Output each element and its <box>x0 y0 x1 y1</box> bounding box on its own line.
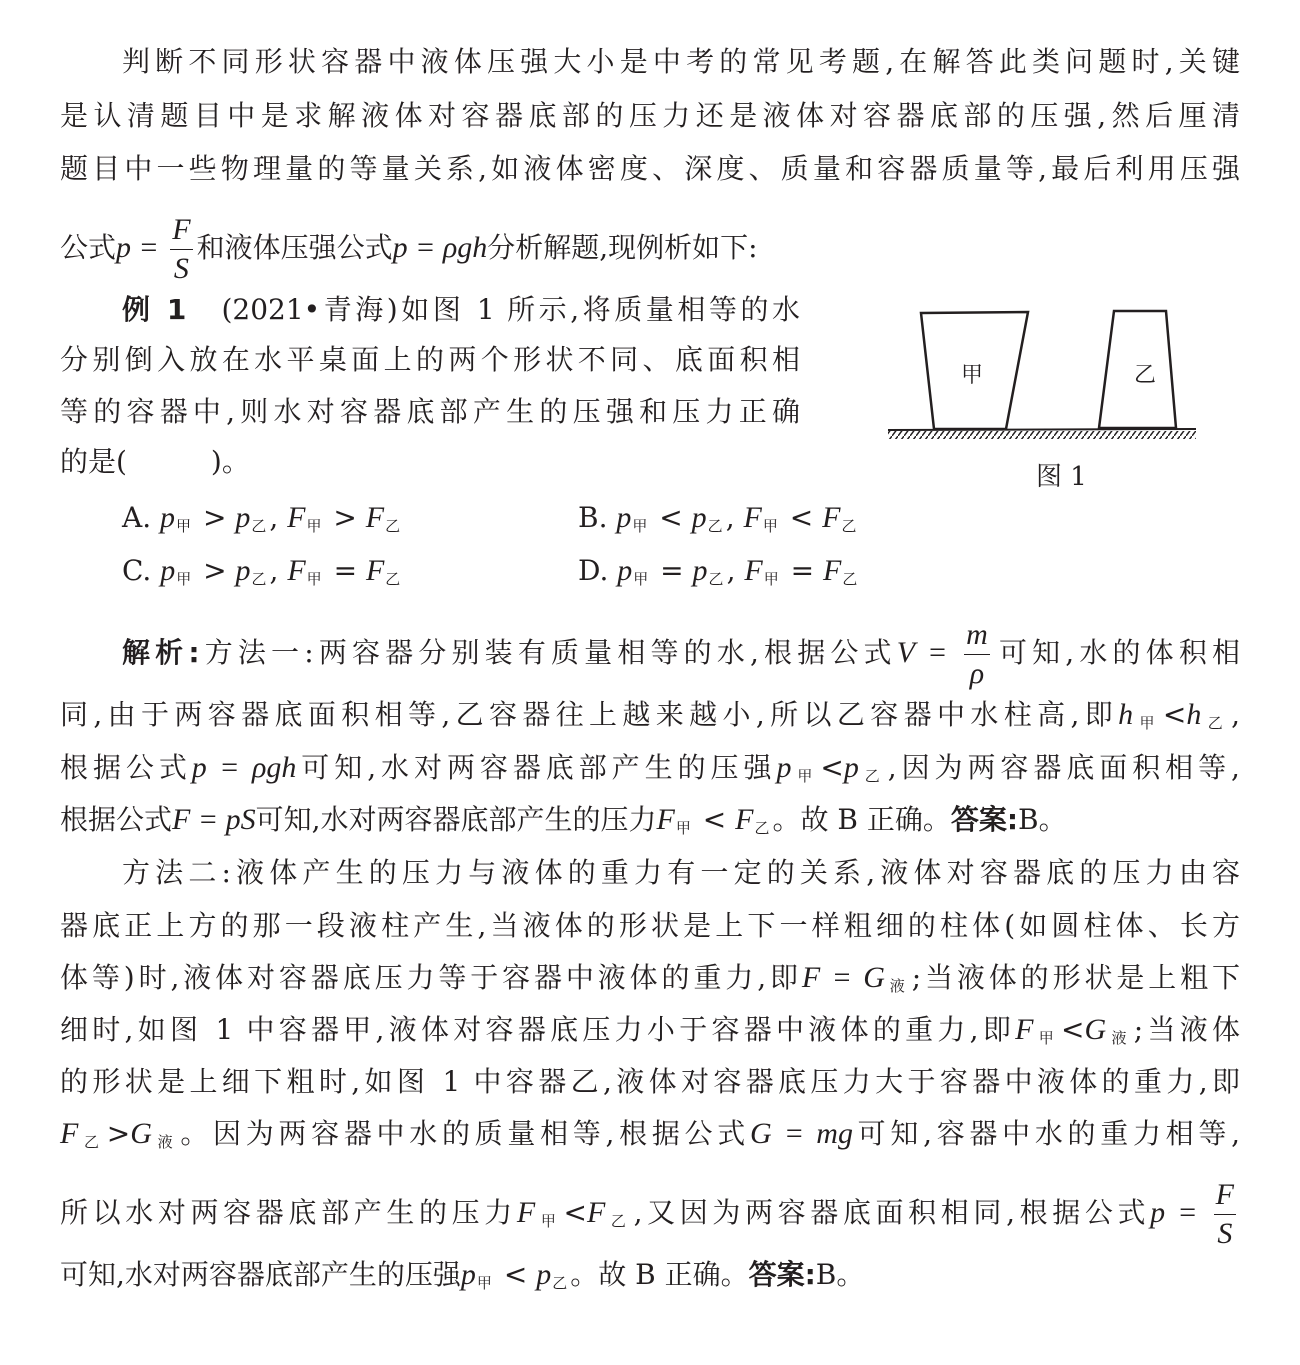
text-run: 分别倒入放在水平桌面上的两个形状不同、底面积相 <box>60 343 800 376</box>
text-line <box>60 1180 1240 1249</box>
text-run: 可知,水的体积相 <box>993 636 1241 669</box>
subscript: 甲 <box>792 767 818 785</box>
math-variable: F <box>365 554 385 587</box>
text-run: ;当液体的形状是上粗下 <box>911 961 1241 994</box>
math-variable: V = <box>896 636 961 669</box>
label-jia: 甲 <box>960 363 984 388</box>
text-run: 。故 B 正确。 <box>570 1258 749 1291</box>
text-run: 同,由于两容器底面积相等,乙容器往上越来越小,所以乙容器中水柱高,即 <box>60 698 1119 731</box>
option-d <box>578 551 860 599</box>
text-line <box>60 1010 1240 1058</box>
text-line <box>122 620 1240 689</box>
math-variable: h <box>1186 698 1202 731</box>
text-run: (2021•青海)如图 1 所示,将质量相等的水 <box>186 293 801 326</box>
text-run: 可知,水对两容器底部产生的压强 <box>60 1258 461 1291</box>
text-run: 。故 B 正确。 <box>772 803 951 836</box>
fraction-denominator: S <box>1217 1217 1233 1250</box>
subscript: 甲 <box>632 517 648 535</box>
subscript: 甲 <box>176 570 192 588</box>
text-line <box>60 1114 1240 1162</box>
bold-label: 解析: <box>122 636 200 669</box>
text-run: < <box>1162 698 1187 731</box>
fraction-denominator: ρ <box>969 657 985 690</box>
text-run: < <box>820 751 844 784</box>
fraction-numerator: m <box>964 620 990 655</box>
text-run: 器底正上方的那一段液柱产生,当液体的形状是上下一样粗细的柱体(如圆柱体、长方 <box>60 909 1240 942</box>
text-run: ,又因为两容器底面积相同,根据公式 <box>633 1196 1151 1229</box>
bold-label: 例 1 <box>122 293 187 326</box>
subscript: 甲 <box>675 819 691 837</box>
math-variable: p <box>776 751 792 784</box>
text-run: A. <box>122 501 161 534</box>
fraction <box>1214 1180 1236 1249</box>
math-variable: p = ρgh <box>191 751 297 784</box>
text-run: 细时,如图 1 中容器甲,液体对容器底压力小于容器中液体的重力,即 <box>60 1013 1016 1046</box>
text-line <box>122 290 800 330</box>
subscript: 乙 <box>859 767 885 785</box>
subscript: 乙 <box>707 517 723 535</box>
text-run: = <box>781 554 823 587</box>
fraction-denominator: S <box>173 252 189 285</box>
text-line <box>60 96 1240 136</box>
math-variable: F <box>822 501 841 534</box>
text-run: 分析解题,现例析如下: <box>487 231 758 264</box>
option-c <box>122 551 403 599</box>
subscript: 乙 <box>552 1274 568 1292</box>
text-run: 。因为两容器中水的质量相等,根据公式 <box>180 1117 750 1150</box>
fraction-numerator: F <box>1214 1180 1236 1215</box>
text-run: 判断不同形状容器中液体压强大小是中考的常见考题,在解答此类问题时,关键 <box>122 45 1240 78</box>
text-run: 的是( )。 <box>60 445 250 478</box>
text-run: C. <box>122 554 161 587</box>
text-run: ;当液体 <box>1133 1013 1240 1046</box>
text-line <box>60 149 1240 189</box>
text-run: 的形状是上细下粗时,如图 1 中容器乙,液体对容器底压力大于容器中液体的重力,即 <box>60 1065 1240 1098</box>
text-run: 所以水对两容器底部产生的压力 <box>60 1196 517 1229</box>
math-variable: F <box>744 554 763 587</box>
math-variable: p <box>160 554 176 587</box>
text-line <box>60 906 1240 946</box>
subscript: 乙 <box>708 570 724 588</box>
math-variable: p <box>160 501 176 534</box>
math-variable: p <box>691 501 707 534</box>
text-run: 题目中一些物理量的等量关系,如液体密度、深度、质量和容器质量等,最后利用压强 <box>60 152 1240 185</box>
table-hatching <box>888 431 1196 439</box>
math-variable: F <box>1015 1013 1034 1046</box>
text-run: 可知,水对两容器底部产生的压强 <box>296 751 777 784</box>
text-line <box>60 695 1240 743</box>
math-variable: F = pS <box>172 803 256 836</box>
math-variable: p <box>617 554 633 587</box>
figure-caption: 图 1 <box>1036 462 1087 492</box>
math-variable: p <box>235 554 251 587</box>
text-run: = <box>651 554 693 587</box>
text-run: > <box>194 501 236 534</box>
fraction-numerator: F <box>170 215 192 250</box>
subscript: 乙 <box>754 819 770 837</box>
option-b <box>578 498 859 546</box>
bold-label: 答案: <box>950 803 1019 836</box>
math-variable: p <box>536 1258 552 1291</box>
subscript: 甲 <box>762 517 778 535</box>
text-run: < <box>494 1258 537 1291</box>
text-run: < <box>693 803 736 836</box>
subscript: 液 <box>1107 1029 1131 1047</box>
subscript: 乙 <box>251 517 267 535</box>
label-yi: 乙 <box>1133 363 1157 388</box>
math-variable: F <box>516 1196 536 1229</box>
math-variable: p <box>235 501 251 534</box>
text-run: < <box>563 1196 587 1229</box>
math-variable: G <box>1084 1013 1107 1046</box>
subscript: 乙 <box>1202 714 1229 732</box>
text-run: < <box>780 501 823 534</box>
bold-label: 答案: <box>748 1258 816 1291</box>
math-variable: p <box>460 1258 476 1291</box>
text-line <box>60 1062 1240 1102</box>
text-run: B. <box>578 501 617 534</box>
text-run: D. <box>578 554 618 587</box>
text-run: 体等)时,液体对容器底压力等于容器中液体的重力,即 <box>60 961 802 994</box>
text-run: B。 <box>1018 803 1067 836</box>
subscript: 甲 <box>633 570 649 588</box>
text-run: ,因为两容器底面积相等, <box>887 751 1240 784</box>
math-variable: p = <box>1150 1196 1210 1229</box>
figure-1-containers <box>880 300 1200 450</box>
subscript: 乙 <box>842 570 858 588</box>
text-run: > <box>324 501 366 534</box>
math-variable: F <box>60 1117 79 1150</box>
math-variable: p = ρgh <box>392 231 488 264</box>
text-run: , <box>269 554 288 587</box>
text-line <box>122 853 1240 893</box>
math-variable: F <box>287 501 306 534</box>
text-run: > <box>106 1117 131 1150</box>
text-run: = <box>324 554 366 587</box>
subscript: 甲 <box>476 1274 492 1292</box>
text-line <box>60 215 1240 284</box>
text-run: 根据公式 <box>60 803 173 836</box>
subscript: 乙 <box>79 1133 104 1151</box>
text-run: 公式 <box>60 231 117 264</box>
math-variable: F <box>365 501 385 534</box>
text-line <box>122 42 1240 82</box>
math-variable: h <box>1118 698 1134 731</box>
subscript: 乙 <box>251 570 267 588</box>
math-variable: F <box>743 501 762 534</box>
math-variable: F <box>586 1196 606 1229</box>
subscript: 乙 <box>385 570 401 588</box>
subscript: 甲 <box>1034 1029 1059 1047</box>
math-variable: p <box>843 751 859 784</box>
math-variable: F = G <box>801 961 885 994</box>
math-variable: F <box>656 803 675 836</box>
text-run: , <box>726 554 745 587</box>
subscript: 乙 <box>385 517 401 535</box>
subscript: 甲 <box>176 517 192 535</box>
text-run: < <box>650 501 692 534</box>
text-run: 根据公式 <box>60 751 192 784</box>
text-run: , <box>725 501 744 534</box>
text-run: 可知,容器中水的重力相等, <box>852 1117 1240 1150</box>
text-run: < <box>1061 1013 1085 1046</box>
text-line <box>60 392 800 432</box>
subscript: 甲 <box>306 517 322 535</box>
subscript: 甲 <box>536 1212 561 1230</box>
text-line <box>60 800 1240 848</box>
subscript: 液 <box>152 1133 178 1151</box>
text-line <box>60 958 1240 1006</box>
text-run: 方法二:液体产生的压力与液体的重力有一定的关系,液体对容器底的压力由容 <box>122 856 1240 889</box>
math-variable: G <box>130 1117 152 1150</box>
fraction <box>964 620 990 689</box>
option-a <box>122 498 403 546</box>
subscript: 甲 <box>306 570 322 588</box>
text-run: 等的容器中,则水对容器底部产生的压强和压力正确 <box>60 395 800 428</box>
fraction <box>170 215 192 284</box>
text-run: > <box>194 554 236 587</box>
subscript: 液 <box>885 977 909 995</box>
text-line <box>60 340 800 380</box>
math-variable: p = <box>116 231 167 264</box>
text-run: 方法一:两容器分别装有质量相等的水,根据公式 <box>199 636 897 669</box>
math-variable: F <box>822 554 842 587</box>
math-variable: G = mg <box>749 1117 853 1150</box>
text-run: 是认清题目中是求解液体对容器底部的压力还是液体对容器底部的压强,然后厘清 <box>60 99 1240 132</box>
text-run: B。 <box>815 1258 865 1291</box>
text-run: 和液体压强公式 <box>196 231 393 264</box>
math-variable: p <box>692 554 708 587</box>
subscript: 乙 <box>606 1212 631 1230</box>
text-run: , <box>269 501 288 534</box>
subscript: 甲 <box>763 570 779 588</box>
table-surface <box>888 429 1196 430</box>
text-line <box>60 1255 1240 1303</box>
text-run: 可知,水对两容器底部产生的压力 <box>255 803 657 836</box>
subscript: 乙 <box>841 517 857 535</box>
math-variable: F <box>287 554 306 587</box>
text-run: , <box>1231 698 1240 731</box>
subscript: 甲 <box>1134 714 1160 732</box>
math-variable: p <box>616 501 632 534</box>
math-variable: F <box>735 803 754 836</box>
text-line <box>60 748 1240 796</box>
